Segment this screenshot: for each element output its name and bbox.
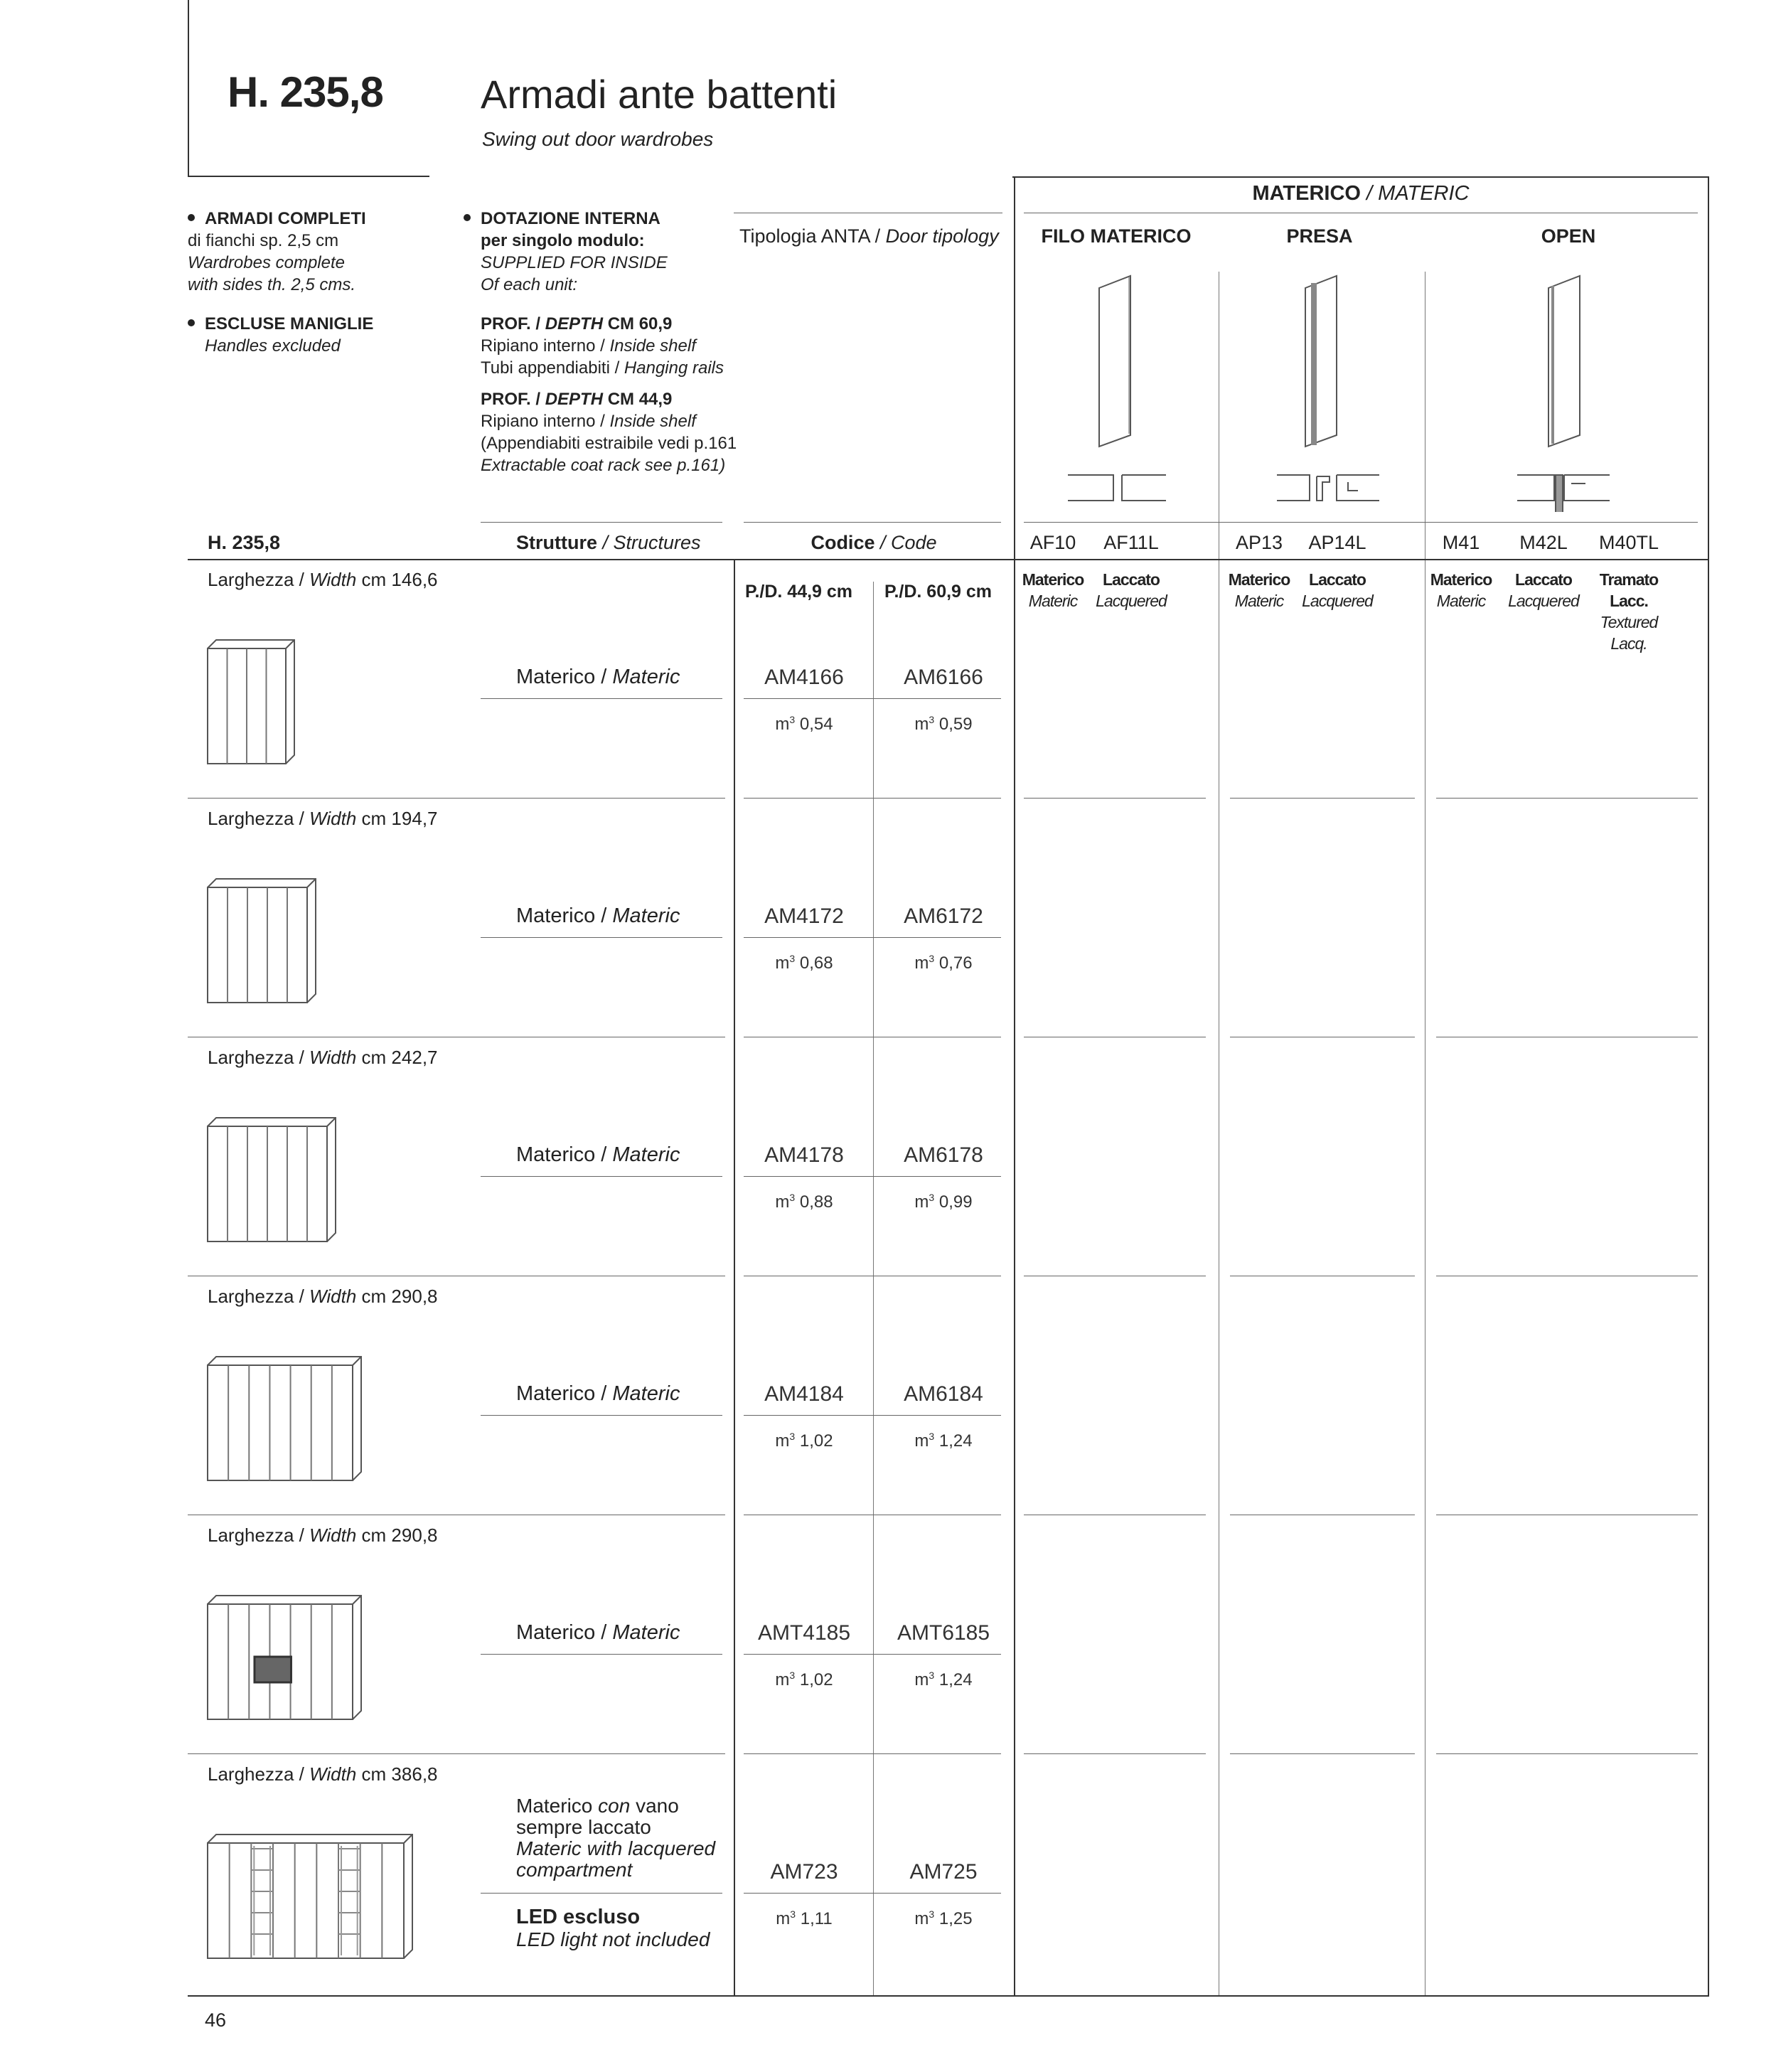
- row-rule-codes: [744, 798, 1001, 799]
- structure-text: Materic with lacquered: [516, 1837, 716, 1859]
- row-rule-left: [188, 1753, 725, 1754]
- volume-unit: m: [775, 1670, 790, 1689]
- bullet-icon: [464, 214, 471, 221]
- finish-label-en: Textured Lacq.: [1600, 613, 1658, 653]
- presa-door-icon: [1305, 276, 1337, 447]
- volume-value: 0,54: [799, 715, 833, 734]
- wardrobe-drawing: [206, 637, 296, 769]
- structure-label: [516, 1382, 680, 1406]
- width-label-a: Larghezza /: [208, 808, 310, 829]
- bullet-icon: [188, 319, 195, 326]
- code-609: AM6172: [904, 904, 983, 928]
- width-label-a: Larghezza /: [208, 1047, 310, 1068]
- finish-label-en: Materic: [1234, 592, 1284, 610]
- structure-label-a: Materico /: [516, 1382, 613, 1405]
- volume-449: [735, 953, 873, 973]
- code-449: AMT4185: [757, 1621, 851, 1645]
- finish-label-it: Tramato Lacc.: [1599, 570, 1659, 610]
- structure-label-b: Materic: [612, 1621, 680, 1644]
- finish-header-rule: [1024, 522, 1698, 523]
- code-609: AM6166: [904, 666, 983, 689]
- row-rule-filo: [1024, 798, 1206, 799]
- volume-unit: m: [775, 1431, 790, 1451]
- width-label-b: Width: [309, 808, 357, 829]
- structures-header: Strutture / Structures: [516, 532, 701, 553]
- table-height-label: H. 235,8: [208, 532, 281, 553]
- bullet-icon: [188, 214, 195, 221]
- code-rule: [744, 1176, 1001, 1177]
- wardrobe-drawing-wrap: [206, 1593, 363, 1729]
- volume-unit: m: [775, 715, 790, 734]
- width-label-a: Larghezza /: [208, 1763, 310, 1785]
- divider-structures-codes: [734, 559, 735, 1997]
- divider-codes-finishes: [1014, 176, 1015, 1997]
- internal-line3: Of each unit:: [481, 275, 578, 294]
- finish-code-4: M41: [1442, 532, 1480, 553]
- structure-line-3: [516, 1859, 632, 1881]
- code-609: AM725: [909, 1860, 978, 1884]
- volume-449: [735, 714, 873, 735]
- wardrobe-drawing-wrap: [206, 637, 296, 773]
- width-label-c: cm 194,7: [356, 808, 438, 829]
- structure-label-b: Materic: [612, 904, 680, 927]
- filo-materico-door-icon: [1099, 276, 1130, 447]
- header-left-rule: [188, 0, 189, 176]
- handles-title: ESCLUSE MANIGLIE: [205, 314, 374, 333]
- structure-label-a: Materico /: [516, 666, 613, 688]
- finish-code-0: AF10: [1029, 532, 1076, 553]
- depth-609-header: P./D. 60,9 cm: [884, 582, 993, 602]
- code-449: AM4172: [764, 904, 844, 928]
- wardrobe-drawing-wrap: [206, 1115, 337, 1251]
- divider-depth-columns: [873, 582, 874, 1997]
- structure-rule: [481, 1176, 722, 1177]
- finish-label-4: [1415, 569, 1507, 612]
- volume-value: 1,24: [938, 1431, 973, 1451]
- volume-unit-exp: 3: [789, 714, 796, 725]
- complete-line1: di fianchi sp. 2,5 cm: [188, 231, 339, 250]
- code-449: AM4166: [764, 666, 844, 689]
- code-609: AM6184: [904, 1382, 983, 1406]
- width-label-b: Width: [309, 1524, 357, 1546]
- structure-label-a: Materico /: [516, 904, 613, 927]
- volume-unit: m: [914, 1192, 929, 1212]
- row-rule-presa: [1230, 1753, 1415, 1754]
- wardrobe-drawing-wrap: [206, 1832, 414, 1967]
- volume-unit: m: [914, 1909, 929, 1928]
- finish-label-it: Laccato: [1515, 570, 1572, 589]
- finish-code-2: AP13: [1235, 532, 1283, 553]
- finish-label-it: Materico: [1022, 570, 1084, 589]
- page-height-label: H. 235,8: [228, 68, 383, 116]
- wardrobe-drawing-wrap: [206, 876, 317, 1012]
- volume-value: 1,02: [799, 1431, 833, 1451]
- volume-unit: m: [775, 1192, 790, 1212]
- finish-label-it: Materico: [1228, 570, 1290, 589]
- depth-449-header: P./D. 44,9 cm: [745, 582, 853, 602]
- volume-unit-exp: 3: [929, 1192, 935, 1203]
- finish-label-1: [1085, 569, 1177, 612]
- volume-value: 0,68: [799, 954, 833, 973]
- header-bottom-rule: [188, 176, 429, 177]
- structure-text: sempre laccato: [516, 1816, 651, 1838]
- volume-449: [735, 1431, 873, 1451]
- finish-label-it: Materico: [1430, 570, 1492, 589]
- structure-rule: [481, 1893, 722, 1894]
- depth449-title: PROF. / DEPTH CM 44,9: [481, 390, 673, 409]
- volume-449: [735, 1908, 873, 1929]
- page-title: Armadi ante battenti: [481, 72, 838, 117]
- structure-label: [516, 904, 680, 928]
- internal-title: DOTAZIONE INTERNA: [481, 209, 660, 228]
- structure-line-2: [516, 1837, 715, 1860]
- width-label-b: Width: [309, 1047, 357, 1068]
- width-label: [208, 1047, 438, 1069]
- code-rule: [744, 698, 1001, 699]
- volume-unit-exp: 3: [929, 953, 935, 964]
- finish-label-5: [1497, 569, 1590, 612]
- volume-609: [874, 714, 1012, 735]
- width-label: [208, 569, 438, 591]
- depth449-rack-en: Extractable coat rack see p.161): [481, 456, 726, 475]
- width-label-c: cm 290,8: [356, 1286, 438, 1307]
- width-label-b: Width: [309, 569, 357, 590]
- internal-line1: per singolo modulo:: [481, 231, 645, 250]
- group-filo-materico: FILO MATERICO: [1041, 225, 1192, 247]
- structure-label: [516, 1143, 680, 1167]
- page-subtitle: Swing out door wardrobes: [482, 128, 714, 150]
- code-449: AM4184: [764, 1382, 844, 1406]
- depth449-rack: (Appendiabiti estraibile vedi p.161: [481, 434, 737, 453]
- width-label-c: cm 146,6: [356, 569, 438, 590]
- structure-rule: [481, 1654, 722, 1655]
- volume-value: 1,11: [800, 1909, 833, 1928]
- width-label-c: cm 290,8: [356, 1524, 438, 1546]
- table-bottom-rule: [188, 1995, 1709, 1997]
- finish-label-en: Lacquered: [1302, 592, 1373, 610]
- width-label: [208, 1524, 438, 1547]
- structure-label: [516, 666, 680, 689]
- width-label-b: Width: [309, 1286, 357, 1307]
- structure-line-0: [516, 1795, 679, 1817]
- code-449: AM723: [770, 1860, 838, 1884]
- table-header-bottom-rule: [188, 559, 1709, 560]
- materic-group-title: MATERICO / MATERIC: [1252, 182, 1470, 205]
- volume-unit: m: [914, 954, 929, 973]
- volume-609: [874, 953, 1012, 973]
- structure-text: vano: [630, 1795, 679, 1817]
- row-rule-filo: [1024, 1753, 1206, 1754]
- code-609: AMT6185: [897, 1621, 990, 1645]
- structure-text: compartment: [516, 1859, 633, 1881]
- internal-line2: SUPPLIED FOR INSIDE: [481, 253, 668, 272]
- code-rule: [744, 1893, 1001, 1894]
- volume-609: [874, 1908, 1012, 1929]
- code-rule: [744, 937, 1001, 938]
- depth609-shelf: Ripiano interno / Inside shelf: [481, 336, 696, 356]
- table-right-rule: [1708, 176, 1709, 1997]
- finish-label-en: Lacquered: [1096, 592, 1167, 610]
- volume-unit-exp: 3: [789, 1670, 796, 1681]
- row-rule-open: [1436, 798, 1698, 799]
- row-rule-presa: [1230, 798, 1415, 799]
- volume-value: 0,76: [938, 954, 973, 973]
- code-449: AM4178: [764, 1143, 844, 1167]
- wardrobe-drawing: [206, 876, 317, 1008]
- depth449-shelf: Ripiano interno / Inside shelf: [481, 412, 696, 431]
- volume-unit-exp: 3: [929, 1908, 935, 1920]
- code-609: AM6178: [904, 1143, 983, 1167]
- volume-449: [735, 1670, 873, 1690]
- width-label-a: Larghezza /: [208, 569, 310, 590]
- structure-label-a: Materico /: [516, 1143, 613, 1166]
- volume-609: [874, 1431, 1012, 1451]
- volume-609: [874, 1670, 1012, 1690]
- finish-label-it: Laccato: [1309, 570, 1366, 589]
- volume-unit-exp: 3: [790, 1908, 796, 1920]
- materic-top-rule: [1012, 176, 1709, 178]
- finish-label-en: Materic: [1028, 592, 1078, 610]
- width-label-b: Width: [309, 1763, 357, 1785]
- volume-unit: m: [914, 715, 929, 734]
- code-rule: [744, 1654, 1001, 1655]
- wardrobe-drawing: [206, 1832, 414, 1964]
- volume-unit-exp: 3: [789, 1431, 796, 1442]
- width-label-c: cm 386,8: [356, 1763, 438, 1785]
- door-profiles: [1024, 270, 1698, 512]
- finish-code-3: AP14L: [1308, 532, 1366, 553]
- complete-title: ARMADI COMPLETI: [205, 209, 366, 228]
- width-label: [208, 1763, 438, 1785]
- handles-line1: Handles excluded: [205, 336, 341, 356]
- volume-unit: m: [914, 1431, 929, 1451]
- group-presa: PRESA: [1286, 225, 1353, 247]
- door-tipology-label: Tipologia ANTA / Door tipology: [739, 225, 999, 247]
- width-label-c: cm 242,7: [356, 1047, 438, 1068]
- structure-label-b: Materic: [612, 666, 680, 688]
- volume-unit-exp: 3: [789, 1192, 796, 1203]
- finish-label-3: [1291, 569, 1384, 612]
- volume-value: 1,24: [938, 1670, 973, 1689]
- wardrobe-drawing: [206, 1593, 363, 1725]
- volume-unit: m: [914, 1670, 929, 1689]
- finish-label-6: [1583, 569, 1675, 654]
- depth609-title: PROF. / DEPTH CM 60,9: [481, 314, 673, 333]
- wardrobe-drawing: [206, 1354, 363, 1486]
- row-rule-codes: [744, 1753, 1001, 1754]
- volume-value: 0,59: [938, 715, 973, 734]
- wardrobe-drawing: [206, 1115, 337, 1247]
- finish-code-5: M42L: [1519, 532, 1568, 553]
- depth609-rails: Tubi appendiabiti / Hanging rails: [481, 358, 724, 378]
- structure-rule: [481, 698, 722, 699]
- wardrobe-drawing-wrap: [206, 1354, 363, 1490]
- structure-label-b: Materic: [612, 1143, 680, 1166]
- led-note: LED light not included: [516, 1928, 710, 1950]
- structure-label: [516, 1621, 680, 1645]
- volume-unit: m: [775, 954, 790, 973]
- structure-text: con: [598, 1795, 631, 1817]
- open-door-icon: [1548, 276, 1580, 447]
- volume-609: [874, 1192, 1012, 1212]
- volume-value: 1,25: [938, 1909, 973, 1928]
- volume-value: 1,02: [799, 1670, 833, 1689]
- complete-line3: with sides th. 2,5 cms.: [188, 275, 356, 294]
- volume-unit-exp: 3: [789, 953, 796, 964]
- volume-unit-exp: 3: [929, 1670, 935, 1681]
- volume-value: 0,99: [938, 1192, 973, 1212]
- structure-rule: [481, 937, 722, 938]
- width-label-a: Larghezza /: [208, 1286, 310, 1307]
- open-profile-icon: [1517, 475, 1610, 512]
- structure-label-b: Materic: [612, 1382, 680, 1405]
- row-rule-open: [1436, 1753, 1698, 1754]
- row-rule-left: [188, 798, 725, 799]
- page-number: 46: [205, 2009, 227, 2031]
- structure-text: Materico: [516, 1795, 599, 1817]
- presa-profile-icon: [1277, 475, 1379, 501]
- tv-compartment-icon: [255, 1657, 291, 1682]
- complete-line2: Wardrobes complete: [188, 253, 345, 272]
- width-label: [208, 1286, 438, 1308]
- width-label-a: Larghezza /: [208, 1524, 310, 1546]
- code-rule: [744, 1415, 1001, 1416]
- volume-value: 0,88: [799, 1192, 833, 1212]
- volume-449: [735, 1192, 873, 1212]
- finish-label-en: Materic: [1436, 592, 1486, 610]
- structure-rule: [481, 1415, 722, 1416]
- finish-code-1: AF11L: [1103, 532, 1159, 553]
- led-label: LED escluso: [516, 1906, 641, 1928]
- structure-label-a: Materico /: [516, 1621, 613, 1644]
- volume-unit-exp: 3: [929, 714, 935, 725]
- width-label: [208, 808, 438, 830]
- finish-label-it: Laccato: [1103, 570, 1160, 589]
- finish-code-6: M40TL: [1598, 532, 1659, 553]
- structure-line-1: [516, 1816, 651, 1839]
- code-header-rule: [744, 522, 1001, 523]
- volume-unit-exp: 3: [929, 1431, 935, 1442]
- group-open: OPEN: [1541, 225, 1596, 247]
- finish-label-en: Lacquered: [1508, 592, 1579, 610]
- volume-unit: m: [776, 1909, 791, 1928]
- structures-header-rule: [481, 522, 722, 523]
- code-header: Codice / Code: [811, 532, 937, 553]
- filo-materico-profile-icon: [1068, 475, 1166, 501]
